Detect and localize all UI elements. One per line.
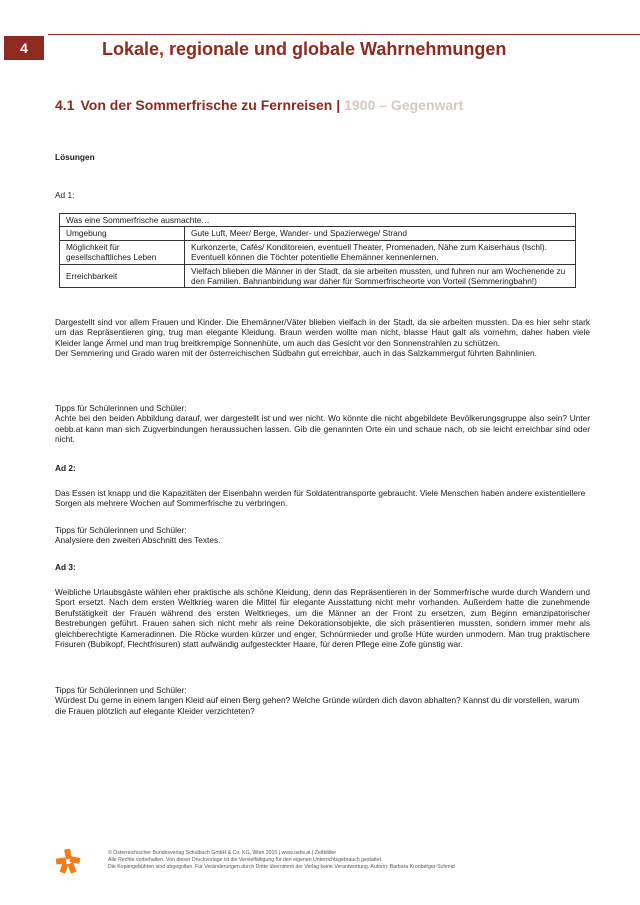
ad1-answer xyxy=(55,317,590,359)
ad2-tips xyxy=(55,525,590,546)
ad3-tips xyxy=(55,685,590,716)
table-row xyxy=(60,264,576,288)
publisher-logo-shape xyxy=(56,849,81,874)
ad1-paragraph: Der Semmering und Grado waren mit der österreichischen Südbahn gut erreichbar, auch in das Salzkammergut führten Bahnlinien. xyxy=(55,348,537,359)
section-name: Von der Sommerfrische zu Fernreisen xyxy=(80,97,333,113)
section-title xyxy=(55,97,463,113)
table-row-value: Vielfach blieben die Männer in der Stadt, da sie arbeiten mussten, und fuhren nur am Wochenende zu den Familien. Bahnanbindung war daher für Sommerfrischeorte von Vorteil (Semmeringbahn!) xyxy=(185,264,576,288)
ad3-heading: Ad 3: xyxy=(55,562,76,572)
table-row-value: Gute Luft, Meer/ Berge, Wander- und Spazierwege/ Strand xyxy=(185,227,576,240)
ad2-paragraph: Das Essen ist knapp und die Kapazitäten der Eisenbahn werden für Soldatentransporte gebraucht. Viele Menschen haben andere existentiellere Sorgen als mehrere Wochen auf Sommerfrische zu verbringen. xyxy=(55,488,586,509)
tips-label: Tipps für Schülerinnen und Schüler: xyxy=(55,403,187,413)
footer-rights: Alle Rechte vorbehalten. Von dieser Druckvorlage ist die Vervielfältigung für den eigenen Unterrichtsgebrauch gestattet. xyxy=(108,857,383,863)
chapter-title: Lokale, regionale und globale Wahrnehmungen xyxy=(102,39,507,59)
ad3-paragraph: Weibliche Urlaubsgäste wählen eher praktische als schöne Kleidung, denn das Repräsentieren in der Sommerfrische wurde durch Wandern und Sport ersetzt. Nach dem ersten Weltkrieg waren die Mittel für elegante Ausstattung nicht mehr vorhanden. Außerdem hatte die zunehmende Berufstätigkeit der Frauen während des ersten Weltkrieges, um die Männer an der Front zu ersetzen, zum Beginn emanzipatorischer Bestrebungen geführt. Frauen sahen sich nicht mehr als reine Dekorationsobjekte, die sich präsentieren mussten, sondern immer mehr als gleichberechtigte Kameradinnen. Die Röcke wurden kürzer und enger, Schnürmieder und große Hüte wurden unmodern. Man trug praktischere Frisuren (Bubikopf, Flechtfrisuren) statt aufwändig aufgesteckter Haare, für deren Pflege eine Zofe günstig war. xyxy=(55,587,590,650)
table-row xyxy=(60,240,576,264)
section-separator: | xyxy=(336,97,341,113)
table-row-label: Möglichkeit für gesellschaftliches Leben xyxy=(60,240,185,264)
chapter-number: 4 xyxy=(4,36,44,60)
tips-label: Tipps für Schülerinnen und Schüler: xyxy=(55,685,187,695)
ad1-heading: Ad 1: xyxy=(55,190,75,200)
ad1-tips xyxy=(55,403,590,445)
chapter-header xyxy=(0,34,640,62)
sommerfrische-table xyxy=(59,213,576,288)
ad2-heading: Ad 2: xyxy=(55,463,76,473)
tips-label: Tipps für Schülerinnen und Schüler: xyxy=(55,525,187,535)
solutions-heading: Lösungen xyxy=(55,152,95,162)
publisher-logo-icon xyxy=(55,848,81,874)
footer xyxy=(108,850,618,871)
footer-copyright: © Österreichischer Bundesverlag Schulbuch GmbH & Co. KG, Wien 2015 | www.oebv.at | Zeitbilder xyxy=(108,850,337,856)
footer-author: Die Kopiergebühren sind abgegolten. Für Veränderungen durch Dritte übernimmt der Verlag keine Verantwortung. Autorin: Barbara Kronberger-Schmid xyxy=(108,864,455,870)
tips-text: Würdest Du gerne in einem langen Kleid auf einen Berg gehen? Welche Gründe würden dich davon abhalten? Kannst du dir vorstellen, warum die Frauen plötzlich auf elegante Kleider verzichteten? xyxy=(55,695,580,716)
section-number: 4.1 xyxy=(55,97,75,113)
section-era: 1900 – Gegenwart xyxy=(344,97,464,113)
table-caption: Was eine Sommerfrische ausmachte… xyxy=(60,214,576,227)
table-row xyxy=(60,227,576,240)
table-row-value: Kurkonzerte, Cafés/ Konditoreien, eventuell Theater, Promenaden, Nähe zum Kaiserhaus (Ischl). Eventuell können die Töchter potentielle Ehemänner kennenlernen. xyxy=(185,240,576,264)
chapter-bar xyxy=(48,34,640,63)
tips-text: Analysiere den zweiten Abschnitt des Textes. xyxy=(55,535,221,546)
tips-text: Achte bei den beiden Abbildung darauf, wer dargestellt ist und wer nicht. Wo könnte die nicht abgebildete Bevölkerungsgruppe also sein? Unter oebb.at kann man sich Zugverbindungen heraussuchen lassen. Gib die genannten Orte ein und schaue nach, ob sie leicht erreichbar sind oder nicht. xyxy=(55,413,590,445)
table-caption-row xyxy=(60,214,576,227)
table-row-label: Umgebung xyxy=(60,227,185,240)
ad1-paragraph: Dargestellt sind vor allem Frauen und Kinder. Die Ehemänner/Väter blieben vielfach in der Stadt, da sie arbeiten mussten. Da es hier sehr stark um das Repräsentieren ging, trug man elegante Kleidung. Braun werden wollte man nicht, blasse Haut galt als vornehm, daher haben viele Kleider lange Ärmel und man trug breitkrempige Sonnenhüte, um auch das Gesicht vor den Sonnenstrahlen zu schützen. xyxy=(55,317,590,348)
table-row-label: Erreichbarkeit xyxy=(60,264,185,288)
